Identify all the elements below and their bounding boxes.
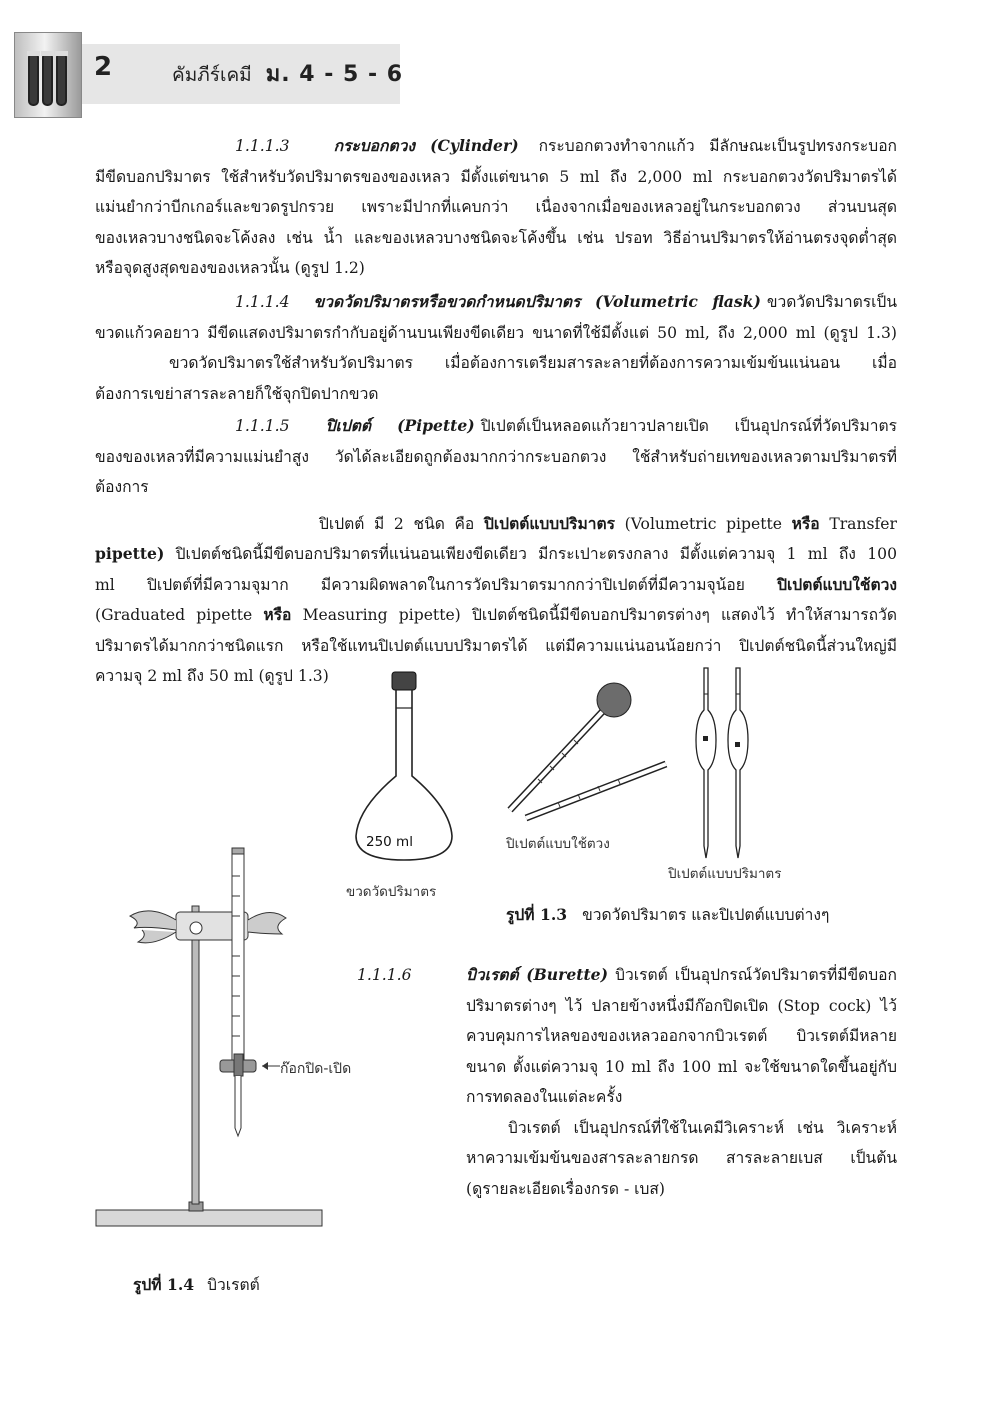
paragraph-line: การทดลองในแต่ละครั้ง [466,1088,623,1106]
stopcock-label: ก๊อกปิด-เปิด [280,1061,352,1077]
transfer-en: Transfer [829,514,897,533]
paragraph-line: ควบคุมการไหลของของเหลวออกจากบิวเรตต์ บิวเรตต์มีหลาย [466,1027,897,1045]
measuring-en: Measuring pipette) [302,606,461,624]
paragraph-line: ปิเปตต์เป็นหลอดแก้วยาวปลายเปิด เป็นอุปกรณ์ที่วัดปริมาตร [480,417,897,435]
paragraph-line: ความจุ 2 ml ถึง 50 ml (ดูรูป 1.3) [95,667,329,685]
pipette-en: pipette) [95,544,165,563]
types-intro: ปิเปตต์ มี 2 ชนิด คือ [319,514,475,533]
test-tubes-icon [14,32,82,118]
paragraph-line: ต้องการ [95,478,149,496]
volumetric-pipette-term: ปิเปตต์แบบปริมาตร [483,513,615,533]
volumetric-pipette-caption: ปิเปตต์แบบปริมาตร [668,866,782,882]
section-pipette [95,411,897,692]
figure-caption-text: บิวเรตต์ [207,1276,260,1294]
paragraph-line: ขวดแก้วคอยาว มีขีดแสดงปริมาตรกำกับอยู่ด้านบนเพียงขีดเดียว ขนาดที่ใช้มีตั้งแต่ 50 ml, ถึง 2,000 ml (ดูรูป 1.3) [95,323,897,342]
paragraph-line: (ดูรายละเอียดเรื่องกรด - เบส) [466,1179,666,1198]
paragraph-line: ขวดวัดปริมาตรใช้สำหรับวัดปริมาตร เมื่อต้องการเตรียมสารละลายที่ต้องการความเข้มข้นแน่นอน เมื่อ [169,354,897,372]
paragraph-line: บิวเรตต์ เป็นอุปกรณ์วัดปริมาตรที่มีขีดบอก [615,966,897,984]
paragraph-line: ปิเปตต์ชนิดนี้มีขีดบอกปริมาตรที่แน่นอนเพียงขีดเดียว มีกระเปาะตรงกลาง มีตั้งแต่ความจุ 1 ml ถึง 100 [175,545,897,563]
volumetric-flask-illustration [340,668,470,878]
section-title: บิวเรตต์ (Burette) [466,965,608,984]
section-title: ขวดวัดปริมาตรหรือขวดกำหนดปริมาตร (Volumetric flask) [313,292,761,311]
section-number: 1.1.1.4 [235,293,290,311]
paragraph-line: แม่นยำกว่าบีกเกอร์และขวดรูปกรวย เพราะมีปากที่แคบกว่า เนื่องจากเมื่อของเหลวอยู่ในกระบอกตวง ส่วนบนสุด [95,198,897,216]
burette-paragraph [466,960,897,1204]
figure-1-3-caption [506,902,829,927]
or-word: หรือ [791,513,820,533]
paragraph-line: หรือจุดสูงสุดของของเหลวนั้น (ดูรูป 1.2) [95,259,365,277]
paragraph-line: ปิเปตต์ชนิดนี้มีขีดบอกปริมาตรต่างๆ แสดงไว้ ทำให้สามารถวัด [471,606,897,624]
graduated-pipette-caption: ปิเปตต์แบบใช้ตวง [506,836,610,852]
flask-volume-label: 250 ml [366,834,413,850]
paragraph-line: ต้องการเขย่าสารละลายก็ใช้จุกปิดปากขวด [95,384,379,403]
or-word: หรือ [263,605,292,624]
section-number: 1.1.1.5 [235,417,290,435]
volumetric-en: (Volumetric pipette [624,514,783,533]
paragraph-line: ml ปิเปตต์ที่มีความจุมาก มีความผิดพลาดในการวัดปริมาตรมากกว่าปิเปตต์ที่มีความจุน้อย [95,575,745,594]
paragraph-line: กระบอกตวงทำจากแก้ว มีลักษณะเป็นรูปทรงกระบอก [538,137,898,155]
paragraph-line: ขนาด ตั้งแต่ความจุ 10 ml ถึง 100 ml จะใช้ขนาดใดขึ้นอยู่กับ [466,1057,897,1076]
paragraph-line: หาความเข้มข้นของสารละลายกรด สารละลายเบส เป็นต้น [466,1149,897,1167]
page-header [14,32,404,116]
book-title-text: คัมภีร์เคมี [172,64,252,86]
paragraph-line: ปริมาตรได้มากกว่าชนิดแรก หรือใช้แทนปิเปตต์แบบปริมาตรได้ แต่มีความแน่นอนน้อยกว่า ปิเปตต์ชนิดนี้ส่วนใหญ่มี [95,636,897,655]
graduated-pipette-illustration [498,676,674,836]
paragraph-line: ปริมาตรต่างๆ ไว้ ปลายข้างหนึ่งมีก๊อกปิดเปิด (Stop cock) ไว้ [466,996,897,1015]
section-cylinder [95,131,897,284]
figure-1-4-caption [133,1272,260,1297]
section-title: ปิเปตต์ (Pipette) [325,416,475,435]
section-flask [95,287,897,409]
section-number: 1.1.1.3 [235,137,290,155]
volumetric-pipettes-illustration [690,666,750,862]
paragraph-line: ของของเหลวที่มีความแม่นยำสูง วัดได้ละเอียดถูกต้องมากกว่ากระบอกตวง ใช้สำหรับถ่ายเทของเหลวตามปริมาตรที่ [95,447,897,466]
paragraph-line: ขวดวัดปริมาตรเป็น [766,293,897,311]
grade-label: ม. 4 - 5 - 6 [265,62,404,87]
graduated-pipette-term: ปิเปตต์แบบใช้ตวง [777,574,897,594]
paragraph-line: มีขีดบอกปริมาตร ใช้สำหรับวัดปริมาตรของของเหลว มีตั้งแต่ขนาด 5 ml ถึง 2,000 ml กระบอกตวงวัดปริมาตรได้ [95,167,897,186]
book-title [172,56,403,91]
graduated-en: (Graduated pipette [95,606,253,624]
section-title: กระบอกตวง (Cylinder) [333,136,519,155]
page-number: 2 [94,52,113,82]
paragraph-line: ของเหลวบางชนิดจะโค้งลง เช่น น้ำ และของเหลวบางชนิดจะโค้งขึ้น เช่น ปรอท วิธีอ่านปริมาตรให้อ่านตรงจุดต่ำสุด [95,228,897,247]
figure-label: รูปที่ 1.4 [133,1275,195,1294]
burette-stand-illustration [94,846,326,1228]
flask-caption: ขวดวัดปริมาตร [346,884,437,900]
section-number: 1.1.1.6 [357,966,412,984]
paragraph-line: บิวเรตต์ เป็นอุปกรณ์ที่ใช้ในเคมีวิเคราะห์ เช่น วิเคราะห์ [508,1118,897,1137]
figure-caption-text: ขวดวัดปริมาตร และปิเปตต์แบบต่างๆ [582,906,830,924]
figure-label: รูปที่ 1.3 [506,905,568,924]
